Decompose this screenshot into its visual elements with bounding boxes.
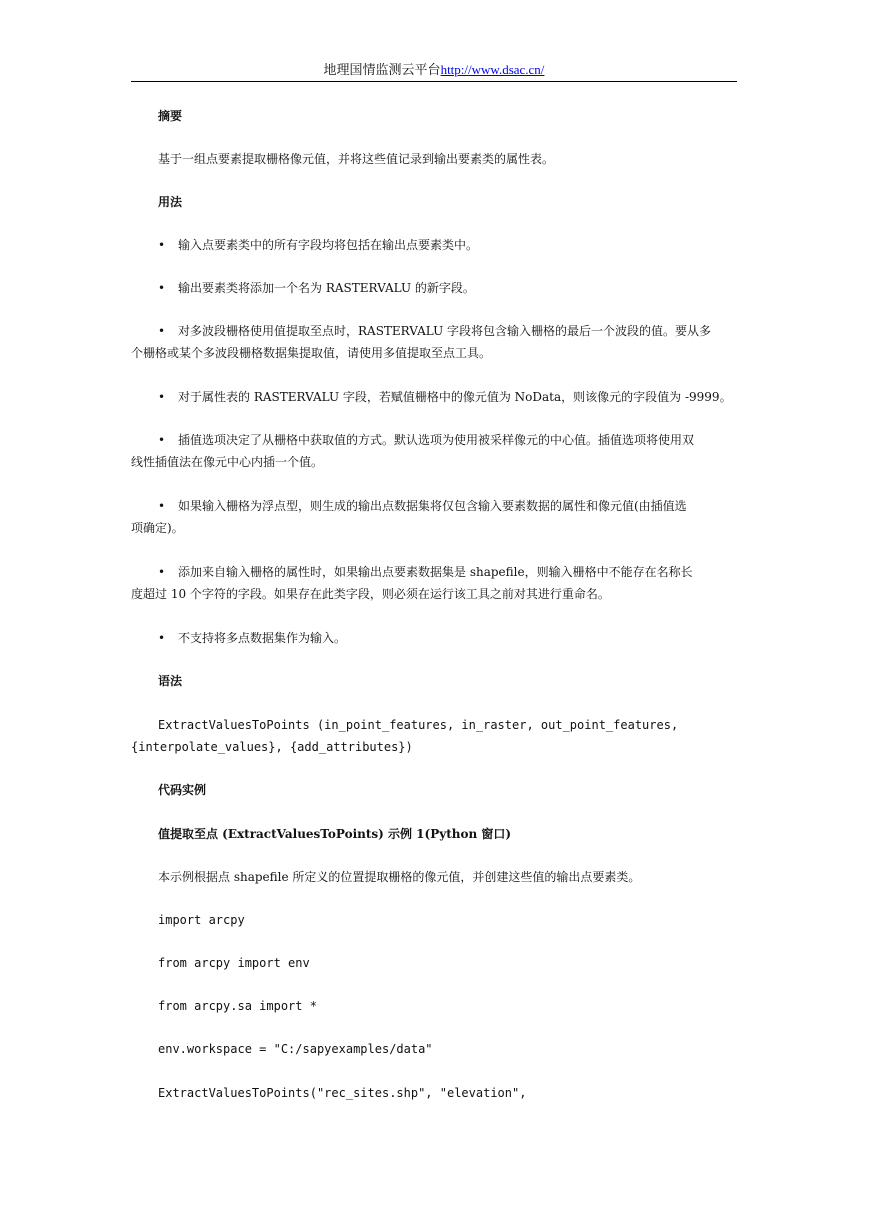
bullet-icon: • [158, 324, 166, 338]
summary-text: 基于一组点要素提取栅格像元值，并将这些值记录到输出要素类的属性表。 [158, 152, 555, 166]
code-line: from arcpy.sa import * [158, 999, 317, 1013]
code-line: ExtractValuesToPoints("rec_sites.shp", "elevation", [158, 1086, 527, 1100]
code-line: env.workspace = "C:/sapyexamples/data" [158, 1042, 433, 1056]
usage-item-continuation: 个栅格或某个多波段栅格数据集提取值，请使用多值提取至点工具。 [131, 346, 492, 360]
code-line: from arcpy import env [158, 956, 310, 970]
header-site-name: 地理国情监测云平台 [323, 62, 441, 77]
bullet-icon: • [158, 390, 166, 404]
example-title: 值提取至点 (ExtractValuesToPoints) 示例 1(Python 窗口) [158, 827, 512, 841]
code-examples-heading: 代码实例 [158, 783, 207, 797]
usage-item: • 输出要素类将添加一个名为 RASTERVALU 的新字段。 [131, 277, 737, 299]
usage-item: • 对于属性表的 RASTERVALU 字段，若赋值栅格中的像元值为 NoData，则该像元的字段值为 -9999。 [131, 386, 737, 408]
bullet-icon: • [158, 565, 166, 579]
bullet-icon: • [158, 499, 166, 513]
example-description: 本示例根据点 shapefile 所定义的位置提取栅格的像元值，并创建这些值的输出点要素类。 [158, 870, 641, 884]
usage-item: • 如果输入栅格为浮点型，则生成的输出点数据集将仅包含输入要素数据的属性和像元值(由插值选 [131, 495, 737, 517]
bullet-icon: • [158, 238, 166, 252]
usage-item: • 不支持将多点数据集作为输入。 [131, 627, 737, 649]
bullet-icon: • [158, 631, 166, 645]
summary-heading: 摘要 [158, 109, 183, 123]
syntax-line: {interpolate_values}, {add_attributes}) [131, 740, 413, 754]
syntax-heading: 语法 [158, 674, 183, 688]
usage-item-continuation: 项确定)。 [131, 521, 184, 535]
bullet-icon: • [158, 281, 166, 295]
usage-item-continuation: 线性插值法在像元中心内插一个值。 [131, 455, 324, 469]
code-line: import arcpy [158, 913, 245, 927]
usage-heading: 用法 [158, 195, 183, 209]
header-url-link[interactable]: http://www.dsac.cn/ [440, 62, 545, 77]
usage-item: • 输入点要素类中的所有字段均将包括在输出点要素类中。 [131, 234, 737, 256]
usage-item: • 添加来自输入栅格的属性时，如果输出点要素数据集是 shapefile，则输入栅格中不能存在名称长 [131, 561, 737, 583]
usage-item: • 插值选项决定了从栅格中获取值的方式。默认选项为使用被采样像元的中心值。插值选项将使用双 [131, 429, 737, 451]
bullet-icon: • [158, 433, 166, 447]
usage-item: • 对多波段栅格使用值提取至点时，RASTERVALU 字段将包含输入栅格的最后一个波段的值。要从多 [131, 320, 737, 342]
usage-item-continuation: 度超过 10 个字符的字段。如果存在此类字段，则必须在运行该工具之前对其进行重命名。 [131, 587, 610, 601]
syntax-line: ExtractValuesToPoints (in_point_features, in_raster, out_point_features, [158, 718, 679, 732]
page-header [131, 62, 737, 82]
